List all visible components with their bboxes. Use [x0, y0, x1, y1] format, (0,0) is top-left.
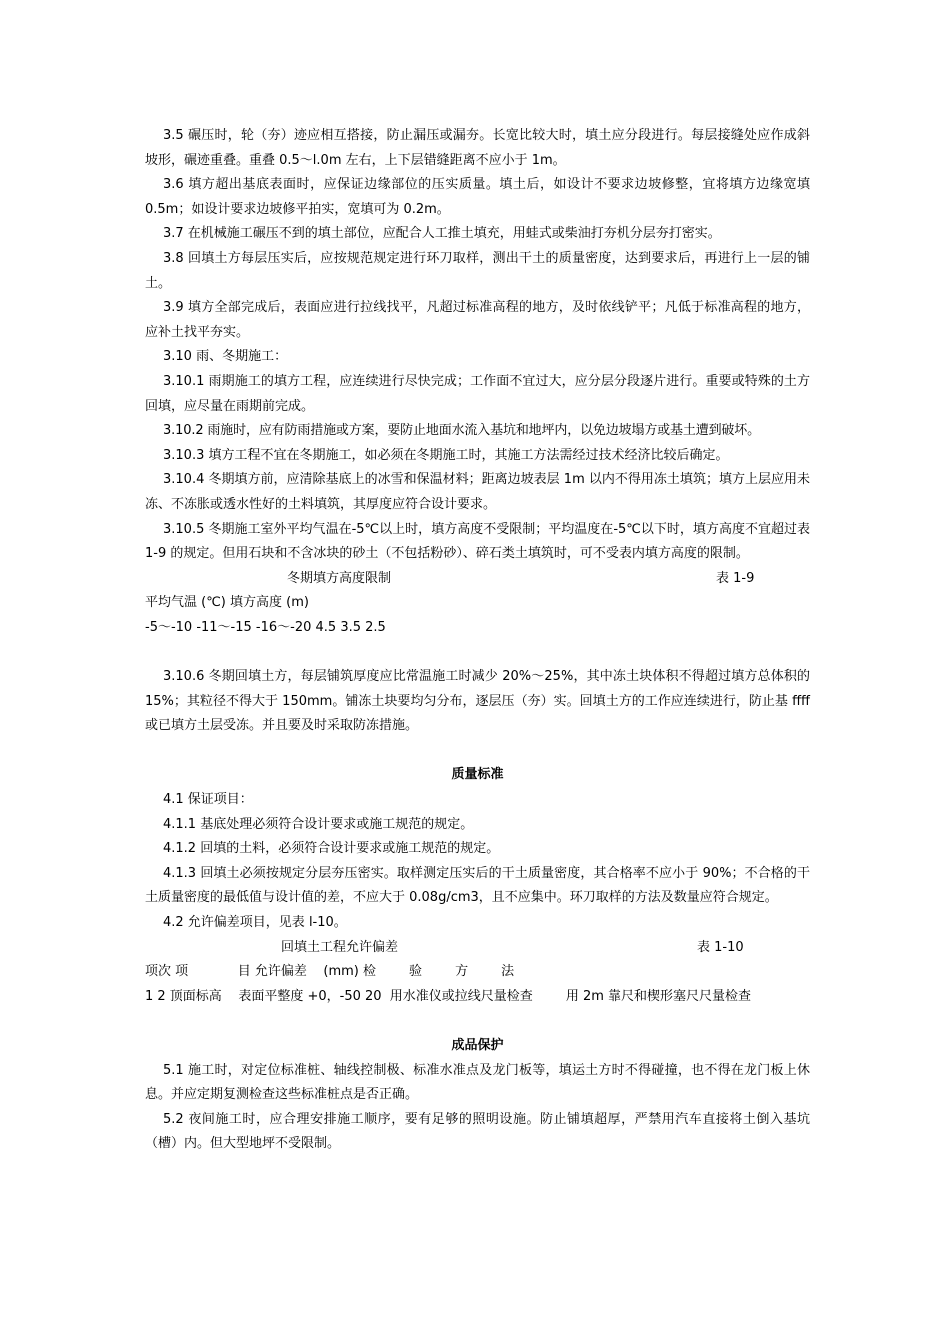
- paragraph-5-2: 5.2 夜间施工时，应合理安排施工顺序，要有足够的照明设施。防止铺填超厚，严禁用汽车直接将土倒入基坑（槽）内。但大型地坪不受限制。: [145, 1111, 810, 1152]
- paragraph-3-10-6: 3.10.6 冬期回填土方，每层铺筑厚度应比常温施工时减少 20%～25%，其中冻土块体积不得超过填方总体积的 15%；其粒径不得大于 150mm。铺冻土块要均匀分布，逐层压（夯）实。回填土方的工作应连续进行，防止基 ffff 或已填方土层受冻。并且要及时采取防冻措施。: [145, 669, 810, 734]
- paragraph-4-1-2: 4.1.2 回填的土料，必须符合设计要求或施工规范的规定。: [163, 841, 500, 857]
- table-1-10-title: 回填土工程允许偏差: [281, 939, 399, 955]
- paragraph-3-10-1: 3.10.1 雨期施工的填方工程，应连续进行尽快完成；工作面不宜过大，应分层分段逐片进行。重要或特殊的土方回填，应尽量在雨期前完成。: [145, 373, 810, 414]
- paragraph-3-9: 3.9 填方全部完成后，表面应进行拉线找平，凡超过标准高程的地方，及时依线铲平；凡低于标准高程的地方，应补土找平夯实。: [145, 300, 810, 340]
- table-1-10-caption: [145, 936, 810, 961]
- paragraph-3-7: 3.7 在机械施工碾压不到的填土部位，应配合人工推土填充，用蛙式或柴油打夯机分层夯打密实。: [163, 226, 721, 242]
- table-1-9-number: 表 1-9: [716, 570, 755, 586]
- quality-heading: 质量标准: [451, 767, 504, 783]
- table-1-9-caption: [145, 567, 810, 592]
- paragraph-4-1: 4.1 保证项目：: [163, 792, 253, 808]
- paragraph-3-5: 3.5 碾压时，轮（夯）迹应相互搭接，防止漏压或漏夯。长宽比较大时，填土应分段进行。每层接缝处应作成斜坡形，碾迹重叠。重叠 0.5～l.0m 左右，上下层错缝距离不应小于 1m。: [145, 128, 810, 168]
- table-1-9-header: 平均气温 (℃) 填方高度 (m): [145, 595, 309, 611]
- paragraph-3-10-5: 3.10.5 冬期施工室外平均气温在-5℃以上时，填方高度不受限制；平均温度在-5℃以下时，填方高度不宜超过表 1-9 的规定。但用石块和不含冰块的砂土（不包括粉砂）、碎石类土填筑时，可不受表内填方高度的限制。: [145, 521, 810, 562]
- protection-heading: 成品保护: [451, 1037, 504, 1053]
- paragraph-4-1-1: 4.1.1 基底处理必须符合设计要求或施工规范的规定。: [163, 816, 474, 832]
- table-1-10-number: 表 1-10: [697, 939, 744, 955]
- paragraph-3-10-3: 3.10.3 填方工程不宜在冬期施工，如必须在冬期施工时，其施工方法需经过技术经济比较后确定。: [163, 447, 729, 463]
- paragraph-3-10: 3.10 雨、冬期施工：: [163, 349, 288, 365]
- table-1-9-row: -5～-10 -11～-15 -16～-20 4.5 3.5 2.5: [145, 619, 386, 635]
- paragraph-3-8: 3.8 回填土方每层压实后，应按规范规定进行环刀取样，测出干土的质量密度，达到要求后，再进行上一层的铺土。: [145, 250, 810, 291]
- table-1-10-row: 1 2 顶面标高 表面平整度 +0，-50 20 用水准仪或拉线尺量检查 用 2m 靠尺和楔形塞尺尺量检查: [145, 988, 752, 1004]
- paragraph-4-1-3: 4.1.3 回填土必须按规定分层夯压密实。取样测定压实后的干土质量密度，其合格率不应小于 90%；不合格的干土质量密度的最低值与设计值的差，不应大于 0.08g/cm3，且不应集中。环刀取样的方法及数量应符合规定。: [145, 865, 810, 906]
- paragraph-3-10-2: 3.10.2 雨施时，应有防雨措施或方案，要防止地面水流入基坑和地坪内，以免边坡塌方或基土遭到破坏。: [163, 423, 760, 439]
- table-1-9-title: 冬期填方高度限制: [287, 570, 392, 586]
- paragraph-3-6: 3.6 填方超出基底表面时，应保证边缘部位的压实质量。填土后，如设计不要求边坡修整，宜将填方边缘宽填 0.5m；如设计要求边坡修平拍实，宽填可为 0.2m。: [145, 177, 810, 217]
- paragraph-4-2: 4.2 允许偏差项目，见表 l-10。: [163, 915, 347, 930]
- paragraph-3-10-4: 3.10.4 冬期填方前，应清除基底上的冰雪和保温材料；距离边坡表层 1m 以内不得用冻土填筑；填方上层应用未冻、不冻胀或透水性好的土料填筑，其厚度应符合设计要求。: [145, 472, 810, 512]
- document-page: [145, 124, 810, 1157]
- paragraph-5-1: 5.1 施工时，对定位标准桩、轴线控制极、标准水准点及龙门板等，填运土方时不得碰撞，也不得在龙门板上休息。并应定期复测检查这些标准桩点是否正确。: [145, 1062, 810, 1103]
- table-1-10-header: 项次 项 目 允许偏差 (mm) 检 验 方 法: [145, 964, 515, 980]
